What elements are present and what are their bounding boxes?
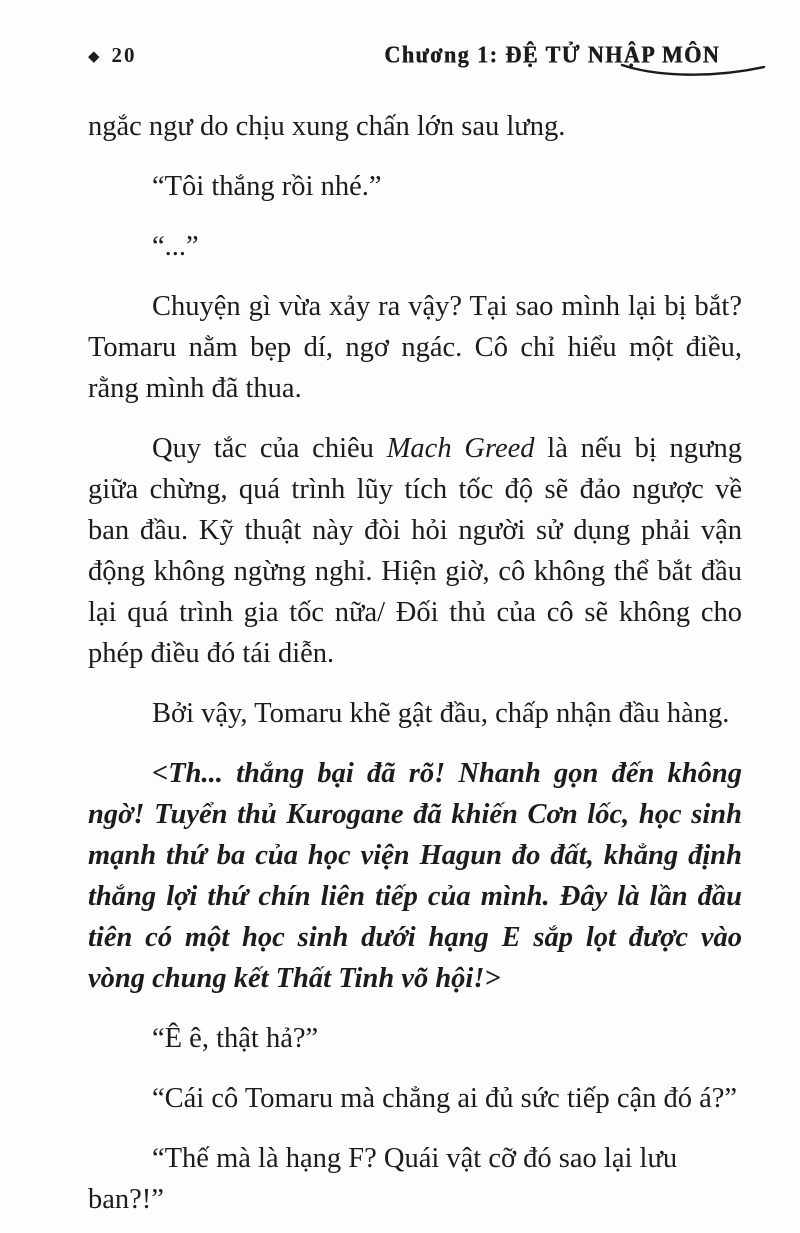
announcer-speech: <Th... thắng bại đã rõ! Nhanh gọn đến không ngờ! Tuyển thủ Kurogane đã khiến Cơn lốc, học sinh mạnh thứ ba của học viện Hagun đo đất, khẳng định thắng lợi thứ chín liên tiếp của mình. Đây là lần đầu tiên có một học sinh dưới hạng E sắp lọt được vào vòng chung kết Thất Tinh võ hội!> bbox=[88, 758, 742, 994]
dialogue-line: “Thế mà là hạng F? Quái vật cỡ đó sao lại lưu ban?!” bbox=[88, 1143, 678, 1215]
page-number-value: 20 bbox=[111, 43, 137, 67]
paragraph-rule bbox=[88, 428, 742, 674]
page-number bbox=[88, 43, 137, 68]
dialogue-line: “Cái cô Tomaru mà chẳng ai đủ sức tiếp cận đó á?” bbox=[152, 1083, 738, 1114]
dialogue-line: “Tôi thắng rồi nhé.” bbox=[152, 171, 382, 202]
paragraph-surrender: Bởi vậy, Tomaru khẽ gật đầu, chấp nhận đầu hàng. bbox=[152, 698, 730, 729]
paragraph-rule-post: là nếu bị ngưng giữa chừng, quá trình lũy tích tốc độ sẽ đảo ngược về ban đầu. Kỹ thuật này đòi hỏi người sử dụng phải vận động không ngừng nghỉ. Hiện giờ, cô không thể bắt đầu lại quá trình gia tốc nữa/ Đối thủ của cô sẽ không cho phép điều đó tái diễn. bbox=[88, 433, 742, 669]
dialogue-line: “Ê ê, thật hả?” bbox=[152, 1023, 319, 1054]
dialogue-line: “...” bbox=[152, 231, 199, 262]
paragraph-rule-pre: Quy tắc của chiêu bbox=[152, 433, 387, 464]
technique-name: Mach Greed bbox=[386, 433, 535, 464]
running-header bbox=[88, 42, 742, 68]
header-flourish bbox=[618, 62, 768, 78]
page-body bbox=[88, 106, 742, 1220]
paragraph-continuation: ngắc ngư do chịu xung chấn lớn sau lưng. bbox=[88, 111, 566, 142]
chapter-header: Chương 1: ĐỆ TỬ NHẬP MÔN bbox=[384, 40, 720, 68]
paragraph-confusion: Chuyện gì vừa xảy ra vậy? Tại sao mình lại bị bắt? Tomaru nằm bẹp dí, ngơ ngác. Cô chỉ hiểu một điều, rằng mình đã thua. bbox=[88, 291, 742, 404]
diamond-icon: ◆ bbox=[88, 49, 102, 65]
